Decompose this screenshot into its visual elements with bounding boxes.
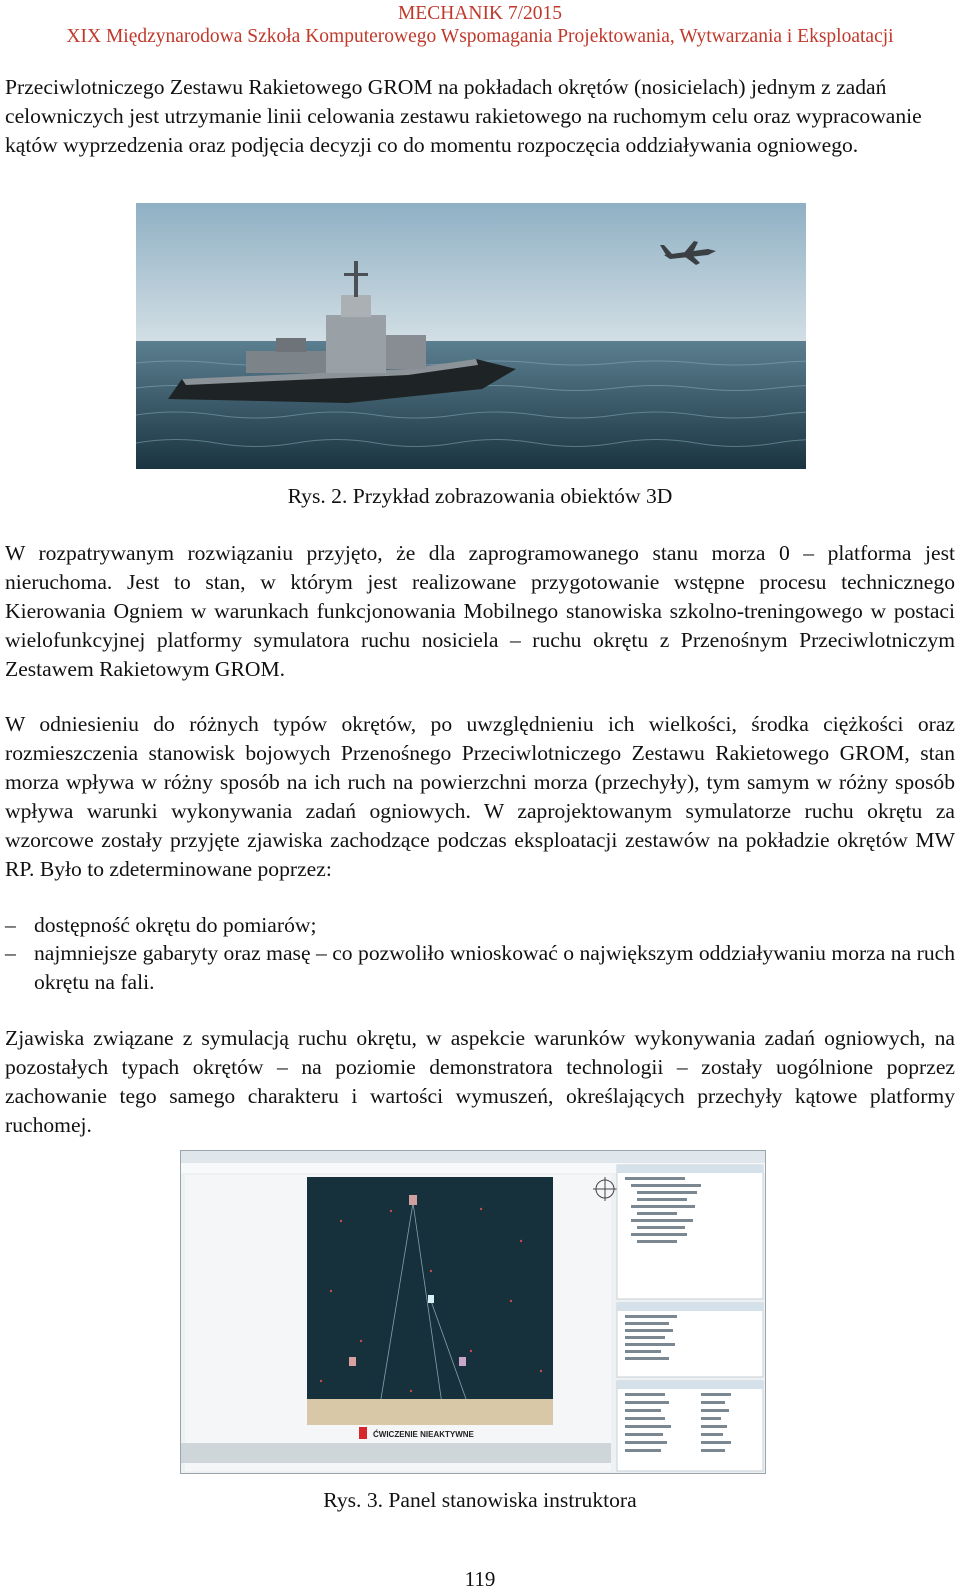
journal-title: MECHANIK 7/2015: [397, 3, 563, 24]
3d-scene-image: [136, 203, 806, 469]
figure-3-caption: Rys. 3. Panel stanowiska instruktora: [323, 1488, 637, 1512]
paragraph-4: Zjawiska związane z symulacją ruchu okrętu, w aspekcie warunków wykonywania zadań ogniowych, na pozostałych typach okrętów – na poziomie demonstratora technologii – zostały uogólnione poprzez zachowanie tego samego charakteru i wartości wymuszeń, określających przechyły kątowe platformy ruchomej.: [5, 1026, 955, 1137]
instructor-panel-image: [181, 1151, 765, 1473]
paragraph-1: Przeciwlotniczego Zestawu Rakietowego GROM na pokładach okrętów (nosicielach) jednym z zadań celowniczych jest utrzymanie linii celowania zestawu rakietowego na ruchomym celu oraz wypracowanie kątów wyprzedzenia oraz podjęcia decyzji co do momentu rozpoczęcia oddziaływania ogniowego.: [5, 75, 922, 157]
page-header: [0, 2, 960, 48]
conference-title: XIX Międzynarodowa Szkoła Komputerowego Wspomagania Projektowania, Wytwarzania i Eksploatacji: [66, 26, 894, 47]
bullet-dash: –: [5, 941, 16, 965]
figure-2-caption: Rys. 2. Przykład zobrazowania obiektów 3D: [287, 484, 673, 508]
figure-instructor-panel: [180, 1150, 766, 1474]
paragraph-2: W rozpatrywanym rozwiązaniu przyjęto, że dla zaprogramowanego stanu morza 0 – platforma jest nieruchoma. Jest to stan, w którym jest realizowane przygotowanie wstępne procesu technicznego Kierowania Ogniem w warunkach funkcjonowania Mobilnego stanowiska szkolno-treningowego w postaci wielofunkcyjnej platformy symulatora ruchu nosiciela – ruchu okrętu z Przenośnym Przeciwlotniczym Zestawem Rakietowym GROM.: [5, 541, 955, 681]
bullet-item: [5, 911, 955, 940]
figure-3d-scene: [136, 203, 806, 469]
bullet-item: [5, 939, 955, 997]
tactical-map: [307, 1177, 553, 1407]
bullet-dash: –: [5, 913, 16, 937]
page-number: 119: [464, 1567, 496, 1591]
paragraph-3: W odniesieniu do różnych typów okrętów, po uwzględnieniu ich wielkości, środka ciężkości oraz rozmieszczenia stanowisk bojowych Przenośnego Przeciwlotniczego Zestawu Rakietowego GROM, stan morza wpływa w różny sposób na ich ruch na powierzchni morza (przechyły), tym samym w różny sposób wpływa warunki wykonywania zadań ogniowych. W zaprojektowanym symulatorze ruchu okrętu za wzorcowe zostały przyjęte zjawiska zachodzące podczas eksploatacji zestawów na pokładzie okrętów MW RP. Było to zdeterminowane poprzez:: [5, 712, 955, 881]
bullet-text: dostępność okrętu do pomiarów;: [34, 913, 317, 937]
exercise-status-text: ĆWICZENIE NIEAKTYWNE: [373, 1430, 474, 1439]
bullet-text: najmniejsze gabaryty oraz masę – co pozwoliło wnioskować o największym oddziaływaniu morza na ruch okrętu na fali.: [34, 941, 955, 994]
